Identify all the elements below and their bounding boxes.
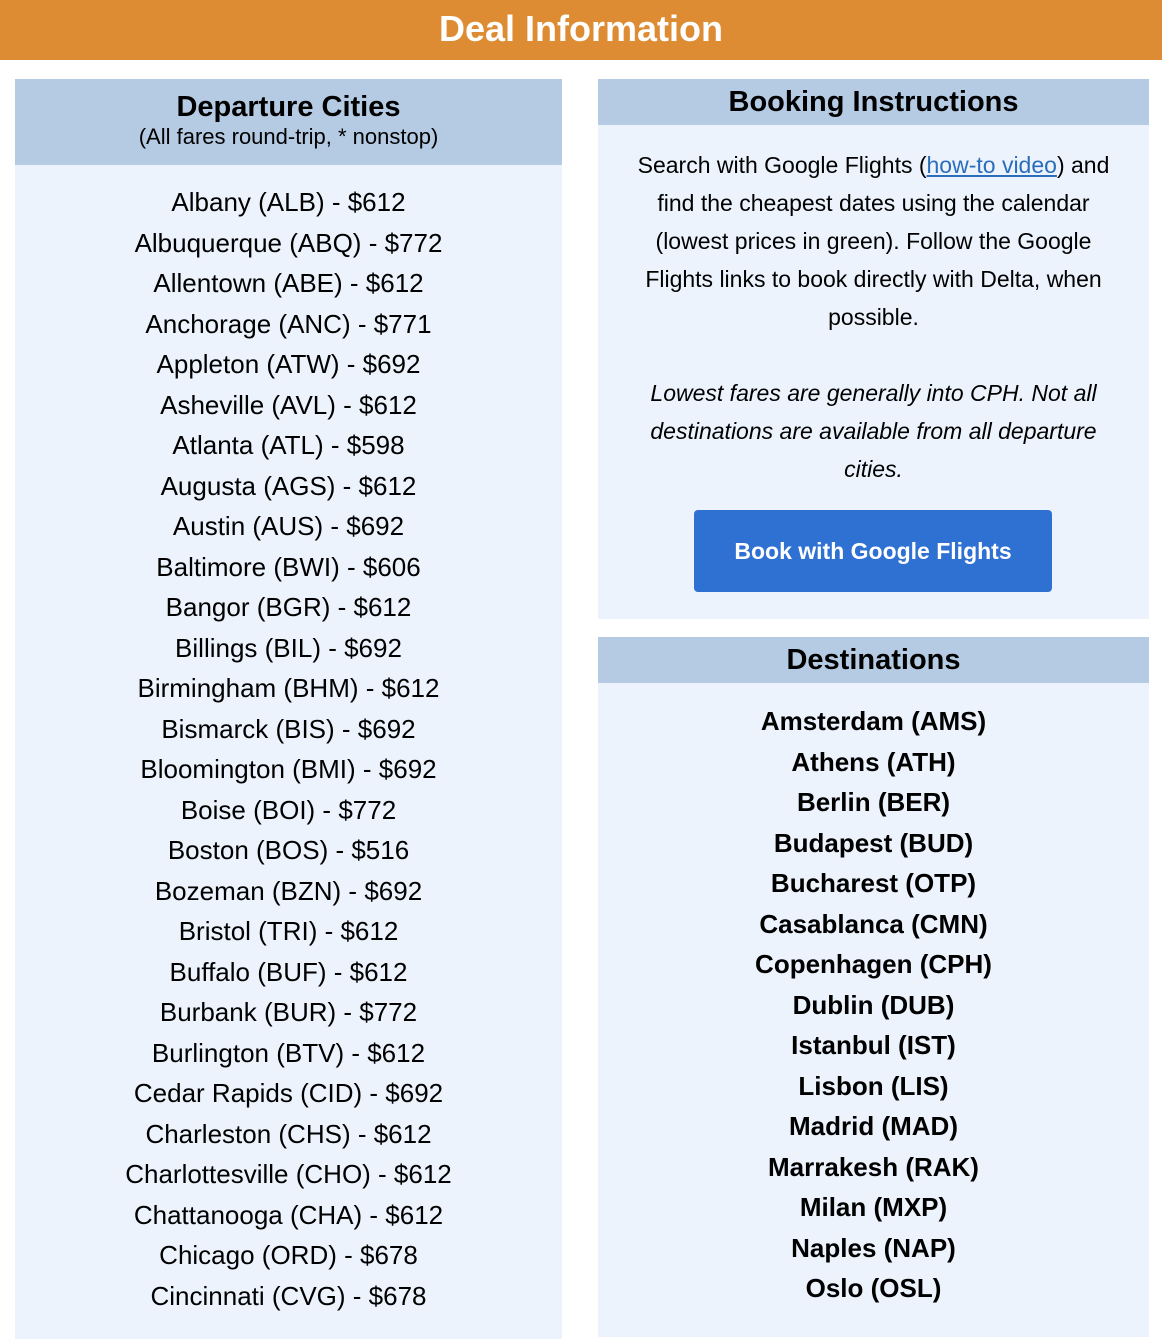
departure-city-item: Anchorage (ANC) - $771 <box>145 308 432 339</box>
departure-cities-subtitle: (All fares round-trip, * nonstop) <box>138 124 439 149</box>
how-to-video-link[interactable]: how-to video <box>926 152 1057 178</box>
destination-item: Amsterdam (AMS) <box>760 706 987 736</box>
destination-item: Athens (ATH) <box>791 746 956 777</box>
departure-city-item: Appleton (ATW) - $692 <box>156 349 421 379</box>
departure-city-item: Boise (BOI) - $772 <box>180 794 397 825</box>
booking-note: Lowest fares are generally into CPH. Not all destinations are available from all departure cities. <box>650 380 1097 482</box>
departure-city-item: Burbank (BUR) - $772 <box>159 997 418 1027</box>
destination-item: Madrid (MAD) <box>789 1111 958 1141</box>
departure-city-item: Asheville (AVL) - $612 <box>160 389 417 420</box>
departure-city-item: Burlington (BTV) - $612 <box>151 1037 426 1068</box>
booking-instructions-panel <box>598 79 1149 619</box>
departure-city-item: Buffalo (BUF) - $612 <box>169 956 408 987</box>
destination-item: Milan (MXP) <box>799 1192 948 1222</box>
booking-instructions-text <box>636 146 1111 336</box>
destination-item: Lisbon (LIS) <box>798 1070 949 1101</box>
departure-city-item: Albuquerque (ABQ) - $772 <box>134 227 443 258</box>
destination-item: Copenhagen (CPH) <box>755 949 992 979</box>
departure-city-item: Cedar Rapids (CID) - $692 <box>133 1078 444 1108</box>
departure-city-item: Chattanooga (CHA) - $612 <box>133 1199 444 1230</box>
destination-item: Casablanca (CMN) <box>759 908 988 939</box>
destination-item: Naples (NAP) <box>791 1232 956 1263</box>
page-title: Deal Information <box>438 8 724 49</box>
destination-item: Berlin (BER) <box>796 787 951 817</box>
departure-city-item: Cincinnati (CVG) - $678 <box>150 1280 427 1311</box>
departure-city-item: Bristol (TRI) - $612 <box>178 916 399 946</box>
departure-city-item: Charleston (CHS) - $612 <box>145 1118 432 1149</box>
book-with-google-flights-button[interactable]: Book with Google Flights <box>694 510 1052 592</box>
departure-city-list <box>15 182 562 1316</box>
destination-item: Oslo (OSL) <box>805 1273 942 1303</box>
booking-instructions-body <box>598 125 1149 488</box>
destination-item: Dublin (DUB) <box>792 989 955 1020</box>
departure-cities-header <box>15 79 562 165</box>
departure-city-item: Bozeman (BZN) - $692 <box>154 875 423 906</box>
destination-item: Istanbul (IST) <box>791 1030 956 1060</box>
departure-city-item: Albany (ALB) - $612 <box>171 187 406 217</box>
departure-city-item: Boston (BOS) - $516 <box>167 835 410 865</box>
destinations-title: Destinations <box>786 644 961 676</box>
destination-item: Budapest (BUD) <box>773 827 974 858</box>
deal-information-banner <box>0 0 1162 60</box>
destinations-panel <box>598 637 1149 1337</box>
instructions-text-start: Search with Google Flights ( <box>637 152 927 178</box>
destination-item: Marrakesh (RAK) <box>768 1151 979 1182</box>
booking-instructions-title: Booking Instructions <box>728 86 1019 118</box>
departure-city-item: Charlottesville (CHO) - $612 <box>125 1159 452 1189</box>
departure-city-item: Austin (AUS) - $692 <box>172 511 405 541</box>
destination-item: Bucharest (OTP) <box>770 868 977 898</box>
departure-cities-title: Departure Cities <box>176 91 401 123</box>
departure-cities-panel <box>15 79 562 1339</box>
departure-city-item: Augusta (AGS) - $612 <box>160 470 417 501</box>
instructions-text-end: ) and find the cheapest dates using the calendar (lowest prices in green). Follow the Google Flights links to book directly with Delta, when possible. <box>645 152 1110 330</box>
departure-city-item: Atlanta (ATL) - $598 <box>172 430 405 460</box>
departure-city-item: Bismarck (BIS) - $692 <box>161 713 416 744</box>
booking-instructions-header <box>598 79 1149 125</box>
departure-city-item: Bangor (BGR) - $612 <box>165 592 412 622</box>
destination-list <box>598 701 1149 1309</box>
departure-city-item: Baltimore (BWI) - $606 <box>156 551 421 582</box>
departure-city-item: Birmingham (BHM) - $612 <box>137 673 440 703</box>
destinations-header <box>598 637 1149 683</box>
departure-city-item: Chicago (ORD) - $678 <box>159 1240 418 1270</box>
departure-city-item: Bloomington (BMI) - $692 <box>140 754 437 784</box>
departure-city-item: Allentown (ABE) - $612 <box>153 268 424 298</box>
departure-city-item: Billings (BIL) - $692 <box>175 632 402 663</box>
